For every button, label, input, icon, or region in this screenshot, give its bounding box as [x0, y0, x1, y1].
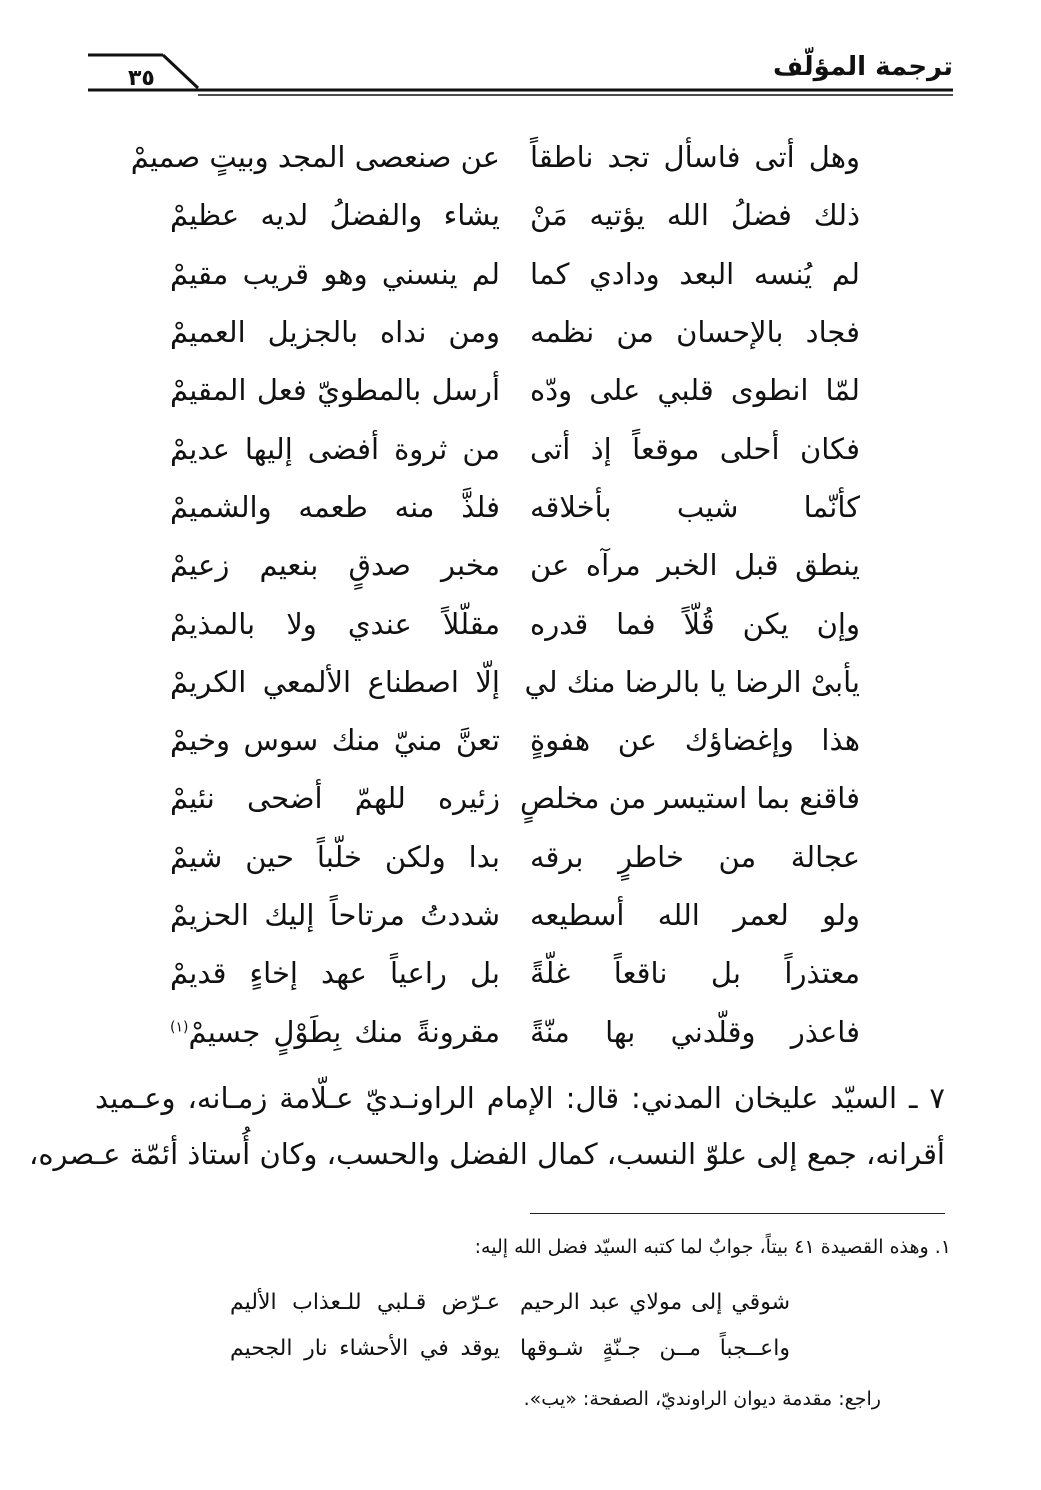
first-hemistich: عجالة من خاطرٍ برقه [530, 839, 860, 874]
footnote-marker: (١) [170, 1018, 189, 1035]
second-hemistich: شددتُ مرتاحاً إليك الحزيمْ [170, 898, 500, 932]
first-hemistich: فكان أحلى موقعاً إذ أتى [530, 431, 860, 466]
footnote-first-hemistich: شوقي إلى مولاي عبد الرحيم [520, 1290, 790, 1315]
first-hemistich: يأبىْ الرضا يا بالرضا منك لي [524, 664, 860, 699]
verse [160, 828, 860, 886]
verse [160, 478, 860, 536]
footnote-second-hemistich: عـرّض قـلبي للـعذاب الأليم [230, 1290, 500, 1315]
page-header [88, 50, 953, 100]
first-hemistich: معتذراً بل ناقعاً غلّةً [530, 956, 860, 991]
second-hemistich: ومن نداه بالجزيل العميمْ [170, 315, 500, 350]
verse [160, 536, 860, 594]
second-hemistich: لم ينسني وهو قريب مقيمْ [170, 256, 500, 291]
first-hemistich: ولو لعمر الله أسطيعه [530, 898, 860, 932]
footnote-intro: ١. وهذه القصيدة ٤١ بيتاً، جوابٌ لما كتبه السيّد فضل الله إليه: [474, 1236, 951, 1258]
poem [130, 128, 860, 1061]
first-hemistich: لم يُنسه البعد ودادي كما [530, 256, 860, 291]
page-number: ٣٥ [128, 66, 155, 91]
footnote-rule [530, 1213, 945, 1214]
first-hemistich: ذلك فضلُ الله يؤتيه مَنْ [530, 198, 860, 233]
second-hemistich: بل راعياً عهد إخاءٍ قديمْ [170, 956, 500, 991]
verse [160, 711, 860, 769]
second-hemistich: أرسل بالمطويّ فعل المقيمْ [170, 373, 500, 408]
second-hemistich-text: مقرونةً منك بِطَوْلٍ جسيمْ [188, 1014, 500, 1049]
verse [160, 1002, 860, 1060]
verse [160, 186, 860, 244]
first-hemistich: وهل أتى فاسأل تجد ناطقاً [530, 140, 860, 175]
second-hemistich: مقلّلاً عندي ولا بالمذيمْ [170, 606, 500, 641]
second-hemistich: مخبر صدقٍ بنعيم زعيمْ [170, 548, 500, 583]
second-hemistich: تعنَّ منيّ منك سوس وخيمْ [170, 723, 500, 758]
second-hemistich: بدا ولكن خلّباً حين شيمْ [170, 839, 500, 874]
verse [160, 245, 860, 303]
verse [160, 944, 860, 1002]
second-hemistich: زئيره للهمّ أضحى نئيمْ [170, 781, 500, 816]
first-hemistich: فاعذر وقلّدني بها منّةً [530, 1014, 860, 1049]
second-hemistich: إلّا اصطناع الألمعي الكريمْ [170, 664, 500, 699]
paragraph-line: أقرانه، جمع إلى علوّ النسب، كمال الفضل والحسب، وكان أُستاذ أئمّة عـصره، [28, 1137, 945, 1171]
second-hemistich [170, 1015, 500, 1049]
footnote-verse [230, 1336, 790, 1361]
second-hemistich: فلذَّ منه طعمه والشميمْ [170, 489, 500, 524]
first-hemistich: وإن يكن قُلّاً فما قدره [530, 606, 860, 641]
paragraph-line: ٧ ـ السيّد عليخان المدني: قال: الإمام الراونـديّ عـلّامة زمـانه، وعـميد [95, 1081, 945, 1115]
verse [130, 128, 860, 186]
first-hemistich: لمّا انطوى قلبي على ودّه [530, 373, 860, 408]
verse [160, 769, 860, 827]
second-hemistich: يشاء والفضلُ لديه عظيمْ [170, 198, 500, 233]
verse [160, 594, 860, 652]
verse [160, 419, 860, 477]
biography-paragraph [28, 1070, 945, 1182]
first-hemistich: فاقنع بما استيسر من مخلصٍ [519, 781, 860, 816]
verse [160, 886, 860, 944]
footnote-first-hemistich: واعــجباً مــن جـنّةٍ شـوقها [520, 1336, 790, 1361]
verse [160, 361, 860, 419]
first-hemistich: ينطق قبل الخبر مرآه عن [530, 548, 860, 583]
verse [160, 653, 860, 711]
second-hemistich: من ثروة أفضى إليها عديمْ [170, 431, 500, 466]
first-hemistich: فجاد بالإحسان من نظمه [530, 315, 860, 350]
footnote-verse [230, 1290, 790, 1315]
footnote-second-hemistich: يوقد في الأحشاء نار الجحيم [230, 1336, 500, 1361]
running-title: ترجمة المؤلّف [772, 52, 953, 82]
first-hemistich: هذا وإغضاؤك عن هفوةٍ [530, 723, 860, 758]
footnote-reference: راجع: مقدمة ديوان الراونديّ، الصفحة: «يب». [523, 1388, 881, 1410]
second-hemistich: عن صنعصى المجد وبيتٍ صميمْ [130, 140, 500, 175]
first-hemistich: كأنّما شيب بأخلاقه [530, 489, 860, 524]
verse [160, 303, 860, 361]
